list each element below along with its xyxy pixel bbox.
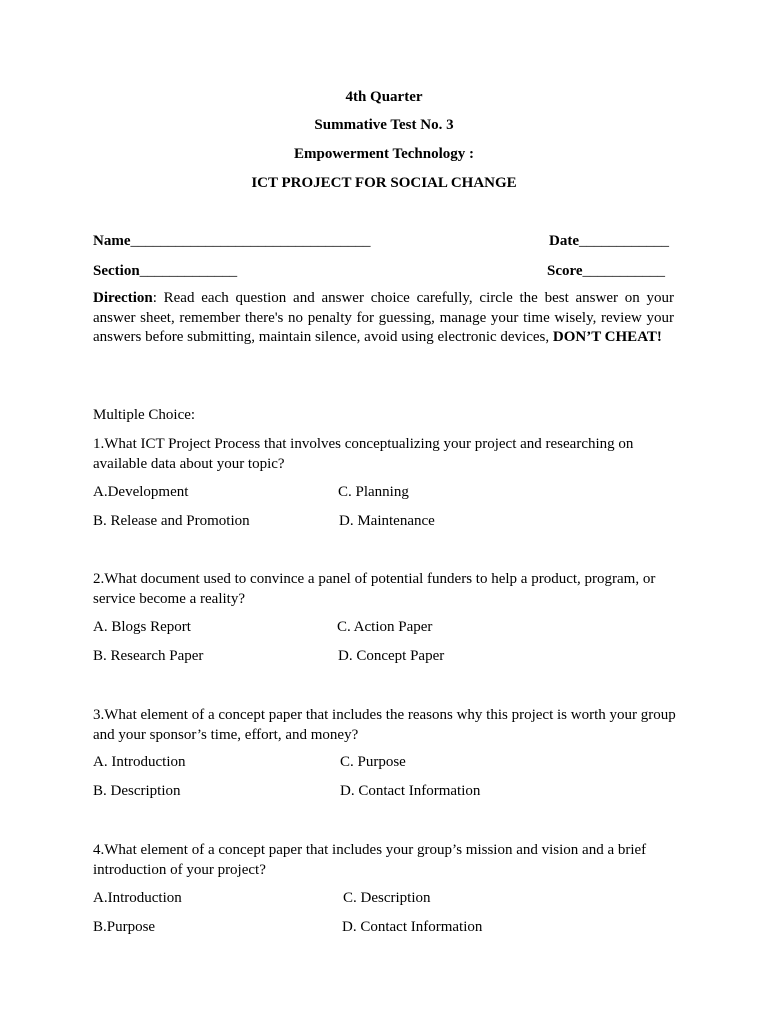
question-1: 1.What ICT Project Process that involves conceptualizing your project and researching on available data about your topic? bbox=[93, 436, 634, 472]
section-heading: Multiple Choice: bbox=[93, 407, 196, 423]
q3-option-d: D. Contact Information bbox=[340, 783, 481, 799]
score-blank: ___________ bbox=[582, 263, 666, 279]
direction-emphasis: DON’T CHEAT! bbox=[552, 329, 662, 345]
date-label: Date bbox=[549, 233, 579, 249]
name-blank: ________________________________ bbox=[130, 233, 371, 249]
q3-option-b: B. Description bbox=[93, 783, 181, 799]
question-3: 3.What element of a concept paper that includes the reasons why this project is worth your group and your sponsor’s time, effort, and money? bbox=[93, 707, 676, 743]
q4-option-c: C. Description bbox=[343, 890, 431, 906]
q3-option-c: C. Purpose bbox=[340, 754, 406, 770]
direction-label: Direction bbox=[93, 290, 153, 306]
topic-title: ICT PROJECT FOR SOCIAL CHANGE bbox=[251, 175, 517, 191]
name-field bbox=[93, 232, 371, 250]
date-blank: ____________ bbox=[579, 233, 669, 249]
direction-text: : Read each question and answer choice carefully, circle the best answer on your answer sheet, remember there's no penalty for guessing, manage your time wisely, review your answers before submitting, maintain silence, avoid using electronic devices, bbox=[93, 290, 674, 345]
q2-option-a: A. Blogs Report bbox=[93, 619, 191, 635]
q2-option-d: D. Concept Paper bbox=[338, 648, 445, 664]
q1-option-b: B. Release and Promotion bbox=[93, 513, 250, 529]
name-label: Name bbox=[93, 233, 131, 249]
section-blank: _____________ bbox=[139, 263, 238, 279]
question-4: 4.What element of a concept paper that includes your group’s mission and vision and a brief introduction of your project? bbox=[93, 842, 647, 878]
question-2: 2.What document used to convince a panel of potential funders to help a product, program, or service become a reality? bbox=[93, 571, 656, 607]
direction-paragraph bbox=[93, 289, 674, 348]
q2-option-b: B. Research Paper bbox=[93, 648, 204, 664]
score-label: Score bbox=[547, 263, 583, 279]
q1-option-d: D. Maintenance bbox=[339, 513, 435, 529]
q1-option-c: C. Planning bbox=[338, 484, 409, 500]
q2-option-c: C. Action Paper bbox=[337, 619, 433, 635]
section-field bbox=[93, 262, 237, 280]
q1-option-a: A.Development bbox=[93, 484, 189, 500]
q4-option-a: A.Introduction bbox=[93, 890, 182, 906]
q4-option-d: D. Contact Information bbox=[342, 919, 483, 935]
q4-option-b: B.Purpose bbox=[93, 919, 156, 935]
score-field bbox=[547, 262, 665, 280]
date-field bbox=[549, 232, 669, 250]
subject-title: Empowerment Technology : bbox=[294, 146, 474, 162]
test-title: Summative Test No. 3 bbox=[314, 117, 454, 133]
quarter-title: 4th Quarter bbox=[345, 89, 423, 105]
section-label: Section bbox=[93, 263, 140, 279]
q3-option-a: A. Introduction bbox=[93, 754, 186, 770]
